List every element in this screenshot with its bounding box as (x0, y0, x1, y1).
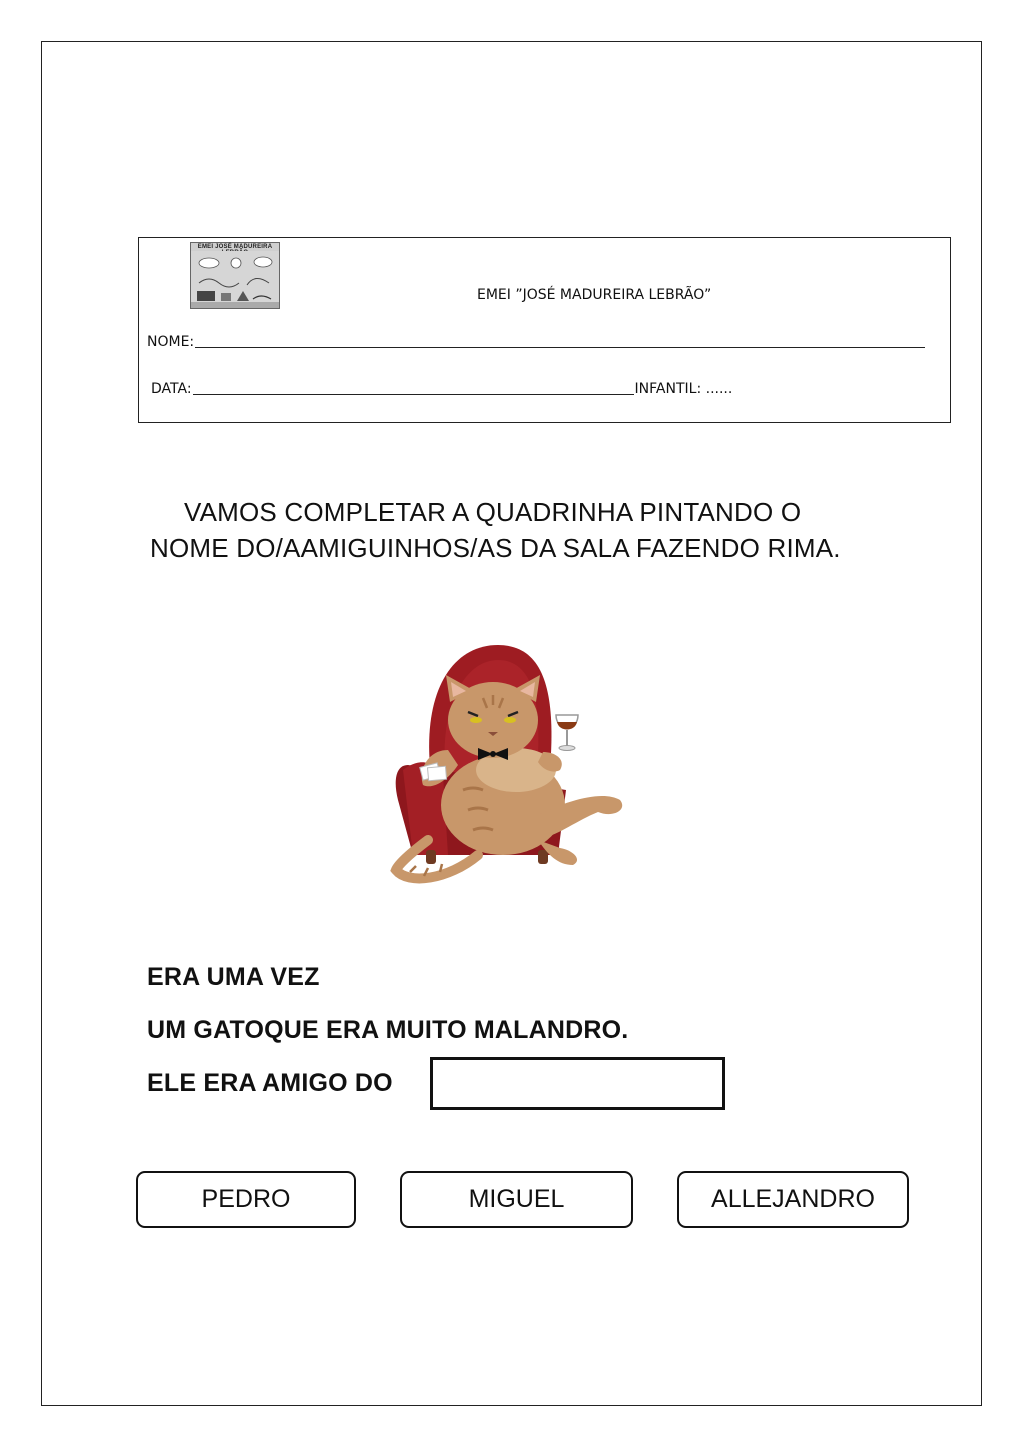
instruction-line-2: NOME DO/AAMIGUINHOS/AS DA SALA FAZENDO RIMA. (150, 533, 841, 563)
verse-line-1: ERA UMA VEZ (147, 963, 320, 991)
logo-drawing-icon (191, 251, 279, 308)
data-label: DATA: (151, 381, 192, 397)
logo-caption: EMEI JOSÉ MADUREIRA (197, 244, 273, 250)
infantil-label: INFANTIL: ...... (634, 381, 733, 397)
nome-label: NOME: (147, 334, 195, 350)
verse-line-3: ELE ERA AMIGO DO (147, 1069, 393, 1097)
answer-blank-box[interactable] (430, 1057, 725, 1110)
nome-field[interactable] (147, 333, 926, 350)
choice-allejandro-button[interactable]: ALLEJANDRO (677, 1171, 909, 1228)
verse-line-2: UM GATOQUE ERA MUITO MALANDRO. (147, 1016, 629, 1044)
nome-line[interactable] (195, 333, 925, 348)
instruction-text (130, 494, 900, 566)
school-logo (190, 242, 280, 309)
choice-pedro-button[interactable]: PEDRO (136, 1171, 356, 1228)
instruction-line-1: VAMOS COMPLETAR A QUADRINHA PINTANDO O (184, 497, 802, 527)
data-line[interactable] (193, 380, 634, 395)
cat-in-armchair-illustration (388, 640, 638, 890)
choice-miguel-button[interactable]: MIGUEL (400, 1171, 633, 1228)
data-field[interactable] (151, 380, 732, 397)
school-name: EMEI ”JOSÉ MADUREIRA LEBRÃO” (477, 287, 712, 303)
